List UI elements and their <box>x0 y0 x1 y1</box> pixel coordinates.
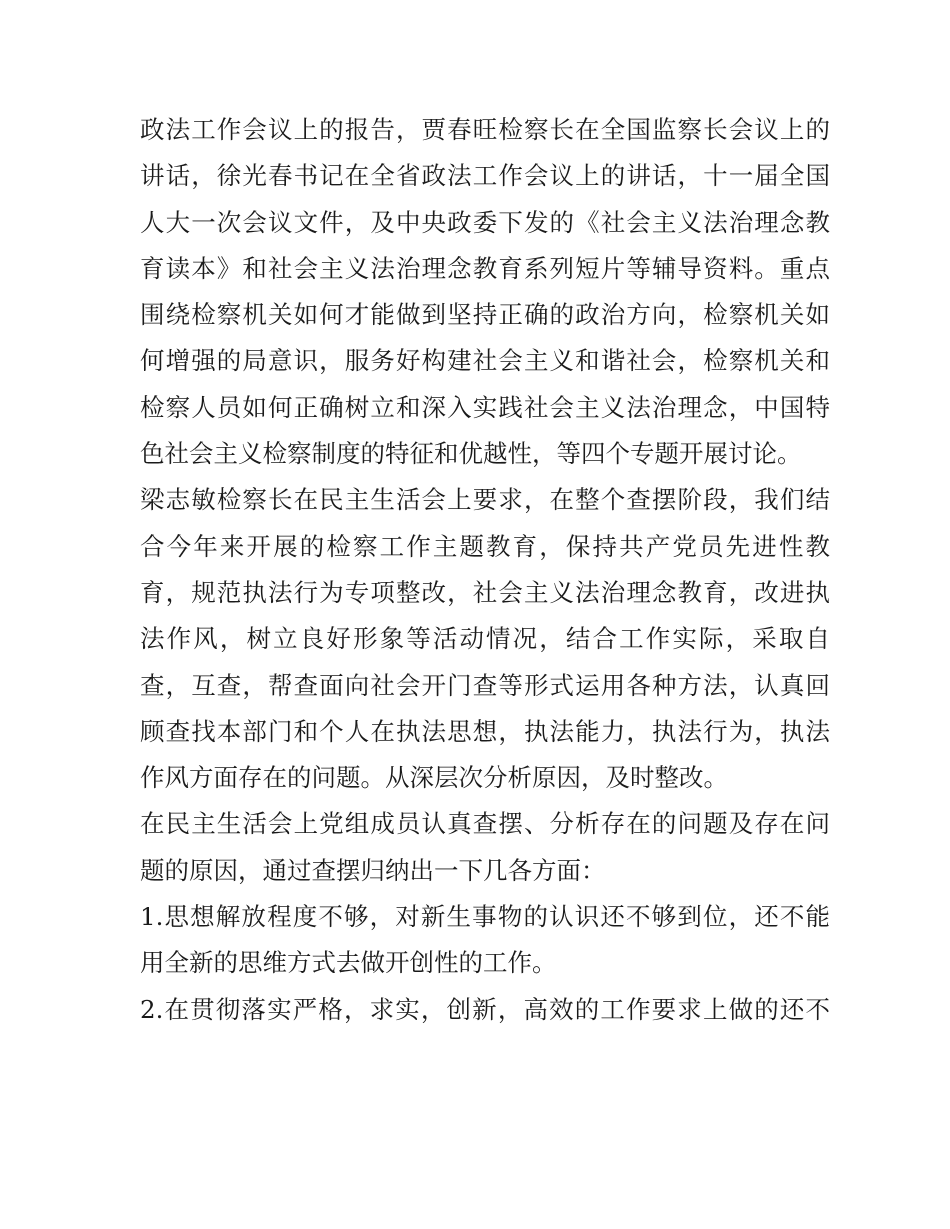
text-line: 检察人员如何正确树立和深入实践社会主义法治理念，中国特 <box>140 392 830 422</box>
text-line: 政法工作会议上的报告，贾春旺检察长在全国监察长会议上的 <box>140 115 830 144</box>
text-line: 围绕检察机关如何才能做到坚持正确的政治方向，检察机关如 <box>140 300 830 330</box>
paragraph-1 <box>140 107 830 477</box>
text-line: 在民主生活会上党组成员认真查摆、分析存在的问题及存在问 <box>140 809 830 839</box>
text-line: 合今年来开展的检察工作主题教育，保持共产党员先进性教 <box>140 531 830 561</box>
paragraph-2 <box>140 477 830 801</box>
paragraph-3 <box>140 801 830 894</box>
text-line: 顾查找本部门和个人在执法思想，执法能力，执法行为，执法 <box>140 716 830 746</box>
text-line: 查，互查，帮查面向社会开门查等形式运用各种方法，认真回 <box>140 670 830 700</box>
list-item-2 <box>140 987 830 1033</box>
text-line: 讲话，徐光春书记在全省政法工作会议上的讲话，十一届全国 <box>140 161 830 191</box>
text-line: 法作风，树立良好形象等活动情况，结合工作实际，采取自 <box>140 624 830 654</box>
text-line: 用全新的思维方式去做开创性的工作。 <box>140 948 557 978</box>
text-line: 2.在贯彻落实严格，求实，创新，高效的工作要求上做的还不 <box>140 994 830 1024</box>
document-body <box>140 107 830 1033</box>
text-line: 育，规范执法行为专项整改，社会主义法治理念教育，改进执 <box>140 577 830 607</box>
text-line: 1.思想解放程度不够，对新生事物的认识还不够到位，还不能 <box>140 902 830 932</box>
text-line: 育读本》和社会主义法治理念教育系列短片等辅导资料。重点 <box>140 253 830 283</box>
text-line: 何增强的局意识，服务好构建社会主义和谐社会，检察机关和 <box>140 346 830 376</box>
list-item-1 <box>140 894 830 987</box>
text-line: 梁志敏检察长在民主生活会上要求，在整个查摆阶段，我们结 <box>140 485 830 515</box>
text-line: 色社会主义检察制度的特征和优越性，等四个专题开展讨论。 <box>140 439 802 469</box>
text-line: 作风方面存在的问题。从深层次分析原因，及时整改。 <box>140 763 728 793</box>
text-line: 人大一次会议文件，及中央政委下发的《社会主义法治理念教 <box>140 207 830 237</box>
text-line: 题的原因，通过查摆归纳出一下几各方面： <box>140 855 606 885</box>
